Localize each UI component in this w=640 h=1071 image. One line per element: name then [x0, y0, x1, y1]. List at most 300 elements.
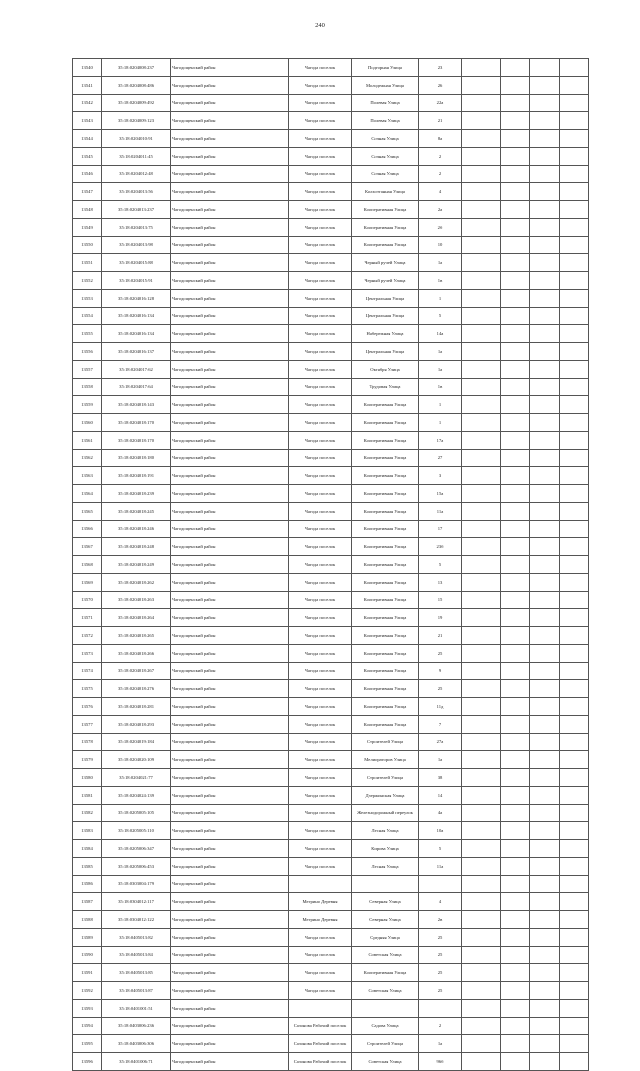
district: Чагодощенский район: [171, 502, 289, 520]
empty-cell: [501, 1053, 530, 1071]
empty-cell: [530, 804, 560, 822]
cadastral-number: 35:18:0204009:123: [102, 112, 171, 130]
record-number: 13582: [73, 804, 102, 822]
empty-cell: [530, 591, 560, 609]
empty-cell: [530, 183, 560, 201]
house-number: 25: [419, 680, 462, 698]
settlement: Чагода поселок: [289, 698, 352, 716]
house-number: 17а: [419, 431, 462, 449]
empty-cell: [530, 112, 560, 130]
house-number: 19: [419, 609, 462, 627]
settlement: [289, 875, 352, 893]
cadastral-number: 35:18:0204020:109: [102, 751, 171, 769]
district: Чагодощенский район: [171, 414, 289, 432]
district: Чагодощенский район: [171, 201, 289, 219]
table-row: [73, 786, 589, 804]
district: Чагодощенский район: [171, 1053, 289, 1071]
empty-cell: [501, 733, 530, 751]
house-number: 14а: [419, 325, 462, 343]
empty-cell: [530, 289, 560, 307]
house-number: 11д: [419, 698, 462, 716]
empty-cell: [560, 609, 589, 627]
cadastral-number: 35:18:0205005:110: [102, 822, 171, 840]
settlement: Мегрино Деревня: [289, 911, 352, 929]
empty-cell: [530, 928, 560, 946]
street: Северная Улица: [352, 911, 419, 929]
district: Чагодощенский район: [171, 112, 289, 130]
empty-cell: [560, 343, 589, 361]
settlement: Чагода поселок: [289, 751, 352, 769]
settlement: Чагода поселок: [289, 840, 352, 858]
house-number: 1в: [419, 272, 462, 290]
empty-cell: [501, 396, 530, 414]
empty-cell: [462, 254, 501, 272]
empty-cell: [530, 130, 560, 148]
house-number: 5: [419, 556, 462, 574]
district: Чагодощенский район: [171, 1017, 289, 1035]
street: Кооперативная Улица: [352, 236, 419, 254]
record-number: 13568: [73, 556, 102, 574]
house-number: 26: [419, 76, 462, 94]
street: Сочная Улица: [352, 130, 419, 148]
empty-cell: [501, 520, 530, 538]
empty-cell: [530, 662, 560, 680]
street: Кооперативная Улица: [352, 609, 419, 627]
empty-cell: [501, 982, 530, 1000]
empty-cell: [530, 165, 560, 183]
street: Центральная Улица: [352, 289, 419, 307]
table-row: [73, 911, 589, 929]
cadastral-number: 35:18:0204018:264: [102, 609, 171, 627]
cadastral-number: 35:18:0204018:262: [102, 573, 171, 591]
empty-cell: [560, 449, 589, 467]
empty-cell: [530, 875, 560, 893]
settlement: Чагода поселок: [289, 786, 352, 804]
table-row: [73, 627, 589, 645]
settlement: Чагода поселок: [289, 325, 352, 343]
record-number: 13588: [73, 911, 102, 929]
district: Чагодощенский район: [171, 733, 289, 751]
district: Чагодощенский район: [171, 964, 289, 982]
house-number: 8а: [419, 130, 462, 148]
record-number: 13554: [73, 307, 102, 325]
settlement: Чагода поселок: [289, 556, 352, 574]
settlement: Чагода поселок: [289, 147, 352, 165]
settlement: Чагода поселок: [289, 644, 352, 662]
empty-cell: [501, 414, 530, 432]
empty-cell: [462, 982, 501, 1000]
table-row: [73, 236, 589, 254]
empty-cell: [530, 485, 560, 503]
record-number: 13586: [73, 875, 102, 893]
cadastral-number: 35:18:0405013:84: [102, 946, 171, 964]
empty-cell: [462, 360, 501, 378]
empty-cell: [462, 147, 501, 165]
district: Чагодощенский район: [171, 715, 289, 733]
empty-cell: [462, 94, 501, 112]
settlement: Чагода поселок: [289, 130, 352, 148]
table-row: [73, 218, 589, 236]
empty-cell: [501, 343, 530, 361]
house-number: 11а: [419, 502, 462, 520]
table-row: [73, 254, 589, 272]
house-number: 23б: [419, 538, 462, 556]
record-number: 13580: [73, 769, 102, 787]
house-number: 1: [419, 289, 462, 307]
district: Чагодощенский район: [171, 911, 289, 929]
street: Колхозтанная Улица: [352, 183, 419, 201]
empty-cell: [560, 680, 589, 698]
district: Чагодощенский район: [171, 94, 289, 112]
cadastral-number: 35:18:0204016:137: [102, 343, 171, 361]
empty-cell: [530, 840, 560, 858]
registry-table: [72, 58, 589, 1071]
settlement: Чагода поселок: [289, 272, 352, 290]
empty-cell: [530, 573, 560, 591]
record-number: 13549: [73, 218, 102, 236]
cadastral-number: 35:18:0204018:265: [102, 627, 171, 645]
district: Чагодощенский район: [171, 999, 289, 1017]
empty-cell: [530, 715, 560, 733]
cadastral-number: 35:18:0204016:134: [102, 307, 171, 325]
record-number: 13581: [73, 786, 102, 804]
street: Кооперативная Улица: [352, 556, 419, 574]
cadastral-number: 35:18:0204018:249: [102, 556, 171, 574]
record-number: 13584: [73, 840, 102, 858]
cadastral-number: 35:18:0204013:75: [102, 218, 171, 236]
table-row: [73, 520, 589, 538]
street: Трудовая Улица: [352, 378, 419, 396]
empty-cell: [530, 272, 560, 290]
cadastral-number: 35:18:0204018:263: [102, 591, 171, 609]
record-number: 13572: [73, 627, 102, 645]
empty-cell: [462, 875, 501, 893]
settlement: Чагода поселок: [289, 733, 352, 751]
district: Чагодощенский район: [171, 520, 289, 538]
house-number: 1а: [419, 254, 462, 272]
empty-cell: [560, 556, 589, 574]
cadastral-number: 35:18:0204013:56: [102, 183, 171, 201]
empty-cell: [560, 857, 589, 875]
house-number: 1а: [419, 360, 462, 378]
cadastral-number: 35:18:0204010:91: [102, 130, 171, 148]
empty-cell: [560, 289, 589, 307]
settlement: Чагода поселок: [289, 431, 352, 449]
street: Набережная Улица: [352, 325, 419, 343]
empty-cell: [530, 999, 560, 1017]
table-row: [73, 485, 589, 503]
empty-cell: [501, 715, 530, 733]
empty-cell: [530, 538, 560, 556]
empty-cell: [501, 449, 530, 467]
empty-cell: [560, 360, 589, 378]
empty-cell: [462, 911, 501, 929]
empty-cell: [501, 147, 530, 165]
record-number: 13589: [73, 928, 102, 946]
cadastral-number: 35:18:0205006:453: [102, 857, 171, 875]
empty-cell: [462, 396, 501, 414]
empty-cell: [501, 556, 530, 574]
empty-cell: [462, 733, 501, 751]
district: Чагодощенский район: [171, 360, 289, 378]
record-number: 13574: [73, 662, 102, 680]
table-row: [73, 201, 589, 219]
empty-cell: [462, 236, 501, 254]
street: Кооперативная Улица: [352, 414, 419, 432]
cadastral-number: 35:18:0204024:139: [102, 786, 171, 804]
settlement: Чагода поселок: [289, 289, 352, 307]
record-number: 13583: [73, 822, 102, 840]
empty-cell: [462, 609, 501, 627]
district: Чагодощенский район: [171, 307, 289, 325]
cadastral-number: 35:18:0304012:122: [102, 911, 171, 929]
empty-cell: [530, 307, 560, 325]
record-number: 13570: [73, 591, 102, 609]
empty-cell: [462, 999, 501, 1017]
empty-cell: [501, 857, 530, 875]
empty-cell: [462, 467, 501, 485]
empty-cell: [530, 733, 560, 751]
house-number: 21: [419, 627, 462, 645]
record-number: 13544: [73, 130, 102, 148]
empty-cell: [501, 59, 530, 77]
settlement: Чагода поселок: [289, 946, 352, 964]
district: Чагодощенский район: [171, 272, 289, 290]
table-row: [73, 1017, 589, 1035]
district: Чагодощенский район: [171, 928, 289, 946]
table-row: [73, 804, 589, 822]
district: Чагодощенский район: [171, 449, 289, 467]
settlement: Чагода поселок: [289, 94, 352, 112]
table-row: [73, 715, 589, 733]
district: Чагодощенский район: [171, 1035, 289, 1053]
empty-cell: [501, 928, 530, 946]
district: Чагодощенский район: [171, 627, 289, 645]
table-row: [73, 130, 589, 148]
empty-cell: [501, 609, 530, 627]
house-number: 25: [419, 928, 462, 946]
empty-cell: [501, 680, 530, 698]
empty-cell: [462, 715, 501, 733]
empty-cell: [530, 1017, 560, 1035]
house-number: 2б: [419, 218, 462, 236]
settlement: Чагода поселок: [289, 165, 352, 183]
empty-cell: [462, 343, 501, 361]
settlement: Чагода поселок: [289, 485, 352, 503]
record-number: 13552: [73, 272, 102, 290]
street: Кооперативная Улица: [352, 431, 419, 449]
settlement: Чагода поселок: [289, 112, 352, 130]
empty-cell: [560, 1017, 589, 1035]
record-number: 13587: [73, 893, 102, 911]
cadastral-number: 35:18:0401001:51: [102, 999, 171, 1017]
settlement: [289, 999, 352, 1017]
record-number: 13564: [73, 485, 102, 503]
empty-cell: [501, 76, 530, 94]
house-number: 15а: [419, 485, 462, 503]
settlement: Чагода поселок: [289, 396, 352, 414]
settlement: Чагода поселок: [289, 502, 352, 520]
district: Чагодощенский район: [171, 857, 289, 875]
street: Подгорная Улица: [352, 59, 419, 77]
empty-cell: [560, 769, 589, 787]
district: Чагодощенский район: [171, 485, 289, 503]
empty-cell: [530, 964, 560, 982]
empty-cell: [501, 769, 530, 787]
record-number: 13561: [73, 431, 102, 449]
empty-cell: [560, 1035, 589, 1053]
record-number: 13590: [73, 946, 102, 964]
empty-cell: [462, 680, 501, 698]
district: Чагодощенский район: [171, 822, 289, 840]
empty-cell: [530, 698, 560, 716]
street: Кирова Улица: [352, 840, 419, 858]
cadastral-number: 35:18:0405013:87: [102, 982, 171, 1000]
settlement: Чагода поселок: [289, 928, 352, 946]
record-number: 13592: [73, 982, 102, 1000]
house-number: 2: [419, 1017, 462, 1035]
house-number: 2: [419, 147, 462, 165]
table-row: [73, 662, 589, 680]
empty-cell: [560, 502, 589, 520]
house-number: 25: [419, 982, 462, 1000]
empty-cell: [501, 573, 530, 591]
table-row: [73, 1035, 589, 1053]
record-number: 13579: [73, 751, 102, 769]
empty-cell: [530, 147, 560, 165]
settlement: Чагода поселок: [289, 76, 352, 94]
record-number: 13573: [73, 644, 102, 662]
empty-cell: [560, 272, 589, 290]
empty-cell: [530, 857, 560, 875]
street: Кооперативная Улица: [352, 502, 419, 520]
house-number: 3: [419, 467, 462, 485]
empty-cell: [501, 378, 530, 396]
empty-cell: [530, 822, 560, 840]
empty-cell: [560, 201, 589, 219]
record-number: 13548: [73, 201, 102, 219]
street: Кооперативная Улица: [352, 680, 419, 698]
table-row: [73, 556, 589, 574]
table-row: [73, 928, 589, 946]
empty-cell: [501, 467, 530, 485]
settlement: Чагода поселок: [289, 680, 352, 698]
house-number: 14: [419, 786, 462, 804]
empty-cell: [462, 130, 501, 148]
record-number: 13563: [73, 467, 102, 485]
cadastral-number: 35:18:0204018:267: [102, 662, 171, 680]
empty-cell: [462, 573, 501, 591]
empty-cell: [560, 520, 589, 538]
street: Кооперативная Улица: [352, 644, 419, 662]
table-row: [73, 112, 589, 130]
empty-cell: [530, 893, 560, 911]
district: Чагодощенский район: [171, 431, 289, 449]
district: Чагодощенский район: [171, 218, 289, 236]
house-number: 9: [419, 662, 462, 680]
table-row: [73, 591, 589, 609]
cadastral-number: 35:18:0204018:191: [102, 467, 171, 485]
house-number: 5: [419, 307, 462, 325]
empty-cell: [501, 502, 530, 520]
empty-cell: [462, 627, 501, 645]
empty-cell: [560, 751, 589, 769]
table-row: [73, 751, 589, 769]
street: Центральная Улица: [352, 307, 419, 325]
district: Чагодощенский район: [171, 289, 289, 307]
empty-cell: [462, 59, 501, 77]
empty-cell: [560, 378, 589, 396]
street: Центральная Улица: [352, 343, 419, 361]
district: Чагодощенский район: [171, 538, 289, 556]
empty-cell: [530, 1035, 560, 1053]
empty-cell: [530, 59, 560, 77]
record-number: 13545: [73, 147, 102, 165]
table-row: [73, 76, 589, 94]
empty-cell: [501, 538, 530, 556]
empty-cell: [560, 840, 589, 858]
cadastral-number: 35:18:0303004:179: [102, 875, 171, 893]
table-row: [73, 680, 589, 698]
record-number: 13541: [73, 76, 102, 94]
empty-cell: [530, 946, 560, 964]
district: Чагодощенский район: [171, 343, 289, 361]
empty-cell: [530, 769, 560, 787]
empty-cell: [560, 59, 589, 77]
empty-cell: [501, 911, 530, 929]
settlement: Чагода поселок: [289, 307, 352, 325]
street: Кооперативная Улица: [352, 396, 419, 414]
empty-cell: [560, 130, 589, 148]
cadastral-number: 35:18:0204008:486: [102, 76, 171, 94]
cadastral-number: 35:18:0204017:62: [102, 360, 171, 378]
house-number: 11а: [419, 857, 462, 875]
empty-cell: [501, 591, 530, 609]
empty-cell: [530, 360, 560, 378]
street: Кооперативная Улица: [352, 627, 419, 645]
district: Чагодощенский район: [171, 378, 289, 396]
empty-cell: [462, 378, 501, 396]
cadastral-number: 35:18:0204012:48: [102, 165, 171, 183]
table-row: [73, 644, 589, 662]
cadastral-number: 35:18:0204021:77: [102, 769, 171, 787]
empty-cell: [560, 485, 589, 503]
street: Садова Улица: [352, 1017, 419, 1035]
settlement: Чагода поселок: [289, 822, 352, 840]
registry-table-body: [73, 59, 589, 1071]
cadastral-number: 35:18:0403006:236: [102, 1017, 171, 1035]
street: Строителей Улица: [352, 733, 419, 751]
settlement: Чагода поселок: [289, 715, 352, 733]
record-number: 13562: [73, 449, 102, 467]
empty-cell: [501, 964, 530, 982]
district: Чагодощенский район: [171, 698, 289, 716]
empty-cell: [530, 911, 560, 929]
empty-cell: [560, 964, 589, 982]
street: [352, 875, 419, 893]
cadastral-number: 35:18:0204008:237: [102, 59, 171, 77]
table-row: [73, 502, 589, 520]
empty-cell: [501, 165, 530, 183]
record-number: 13543: [73, 112, 102, 130]
settlement: Чагода поселок: [289, 857, 352, 875]
district: Чагодощенский район: [171, 786, 289, 804]
house-number: 15: [419, 591, 462, 609]
empty-cell: [462, 76, 501, 94]
settlement: Чагода поселок: [289, 520, 352, 538]
district: Чагодощенский район: [171, 609, 289, 627]
house-number: 1а: [419, 1035, 462, 1053]
